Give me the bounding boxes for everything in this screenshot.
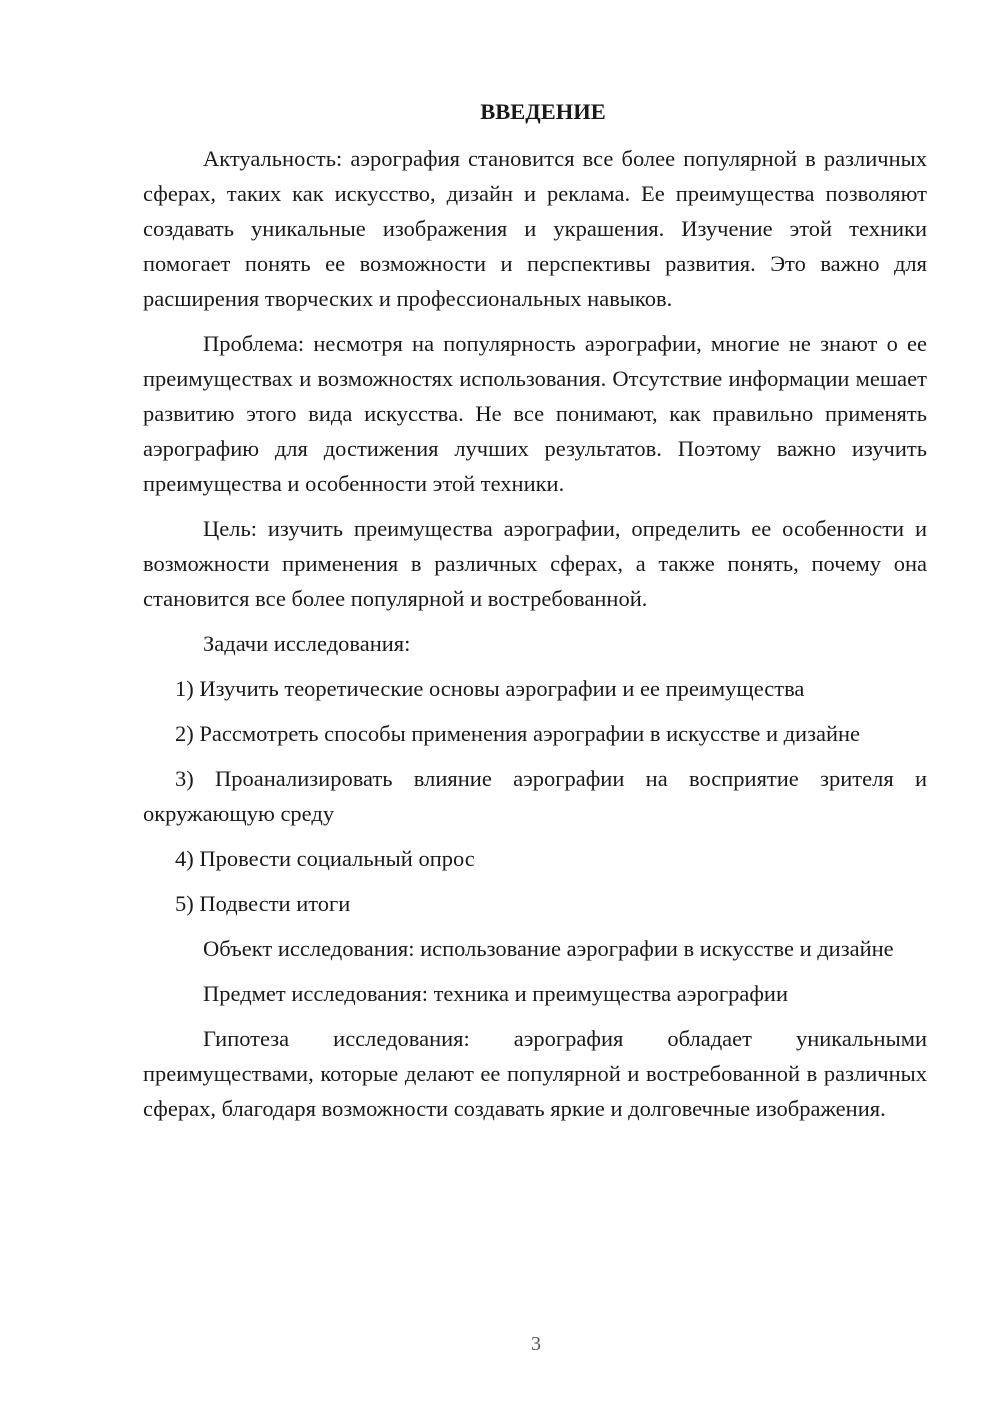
task-item-4: 4) Провести социальный опрос (175, 846, 475, 871)
task-item-3: 3) Проанализировать влияние аэрографии на восприятие зрителя и окружающую среду (143, 766, 927, 826)
problem-paragraph: Проблема: несмотря на популярность аэрографии, многие не знают о ее преимуществах и возможностях использования. Отсутствие информации мешает развитию этого вида искусства. Не все понимают, как правильно применять аэрографию для достижения лучших результатов. Поэтому важно изучить преимущества и особенности этой техники. (143, 331, 927, 496)
task-item-1: 1) Изучить теоретические основы аэрографии и ее преимущества (175, 676, 805, 701)
tasks-heading: Задачи исследования: (203, 631, 411, 656)
task-item-2: 2) Рассмотреть способы применения аэрографии в искусстве и дизайне (175, 721, 861, 746)
page-number: 3 (531, 1333, 541, 1355)
object-paragraph: Объект исследования: использование аэрографии в искусстве и дизайне (203, 936, 894, 961)
relevance-paragraph: Актуальность: аэрография становится все более популярной в различных сферах, таких как искусство, дизайн и реклама. Ее преимущества позволяют создавать уникальные изображения и украшения. Изучение этой техники помогает понять ее возможности и перспективы развития. Это важно для расширения творческих и профессиональных навыков. (143, 146, 927, 311)
section-title: ВВЕДЕНИЕ (480, 99, 606, 124)
document-page (143, 94, 927, 1136)
hypothesis-paragraph: Гипотеза исследования: аэрография обладает уникальными преимуществами, которые делают ее популярной и востребованной в различных сферах, благодаря возможности создавать яркие и долговечные изображения. (143, 1026, 927, 1121)
task-item-5: 5) Подвести итоги (175, 891, 351, 916)
subject-paragraph: Предмет исследования: техника и преимущества аэрографии (203, 981, 788, 1006)
goal-paragraph: Цель: изучить преимущества аэрографии, определить ее особенности и возможности применения в различных сферах, а также понять, почему она становится все более популярной и востребованной. (143, 516, 927, 611)
